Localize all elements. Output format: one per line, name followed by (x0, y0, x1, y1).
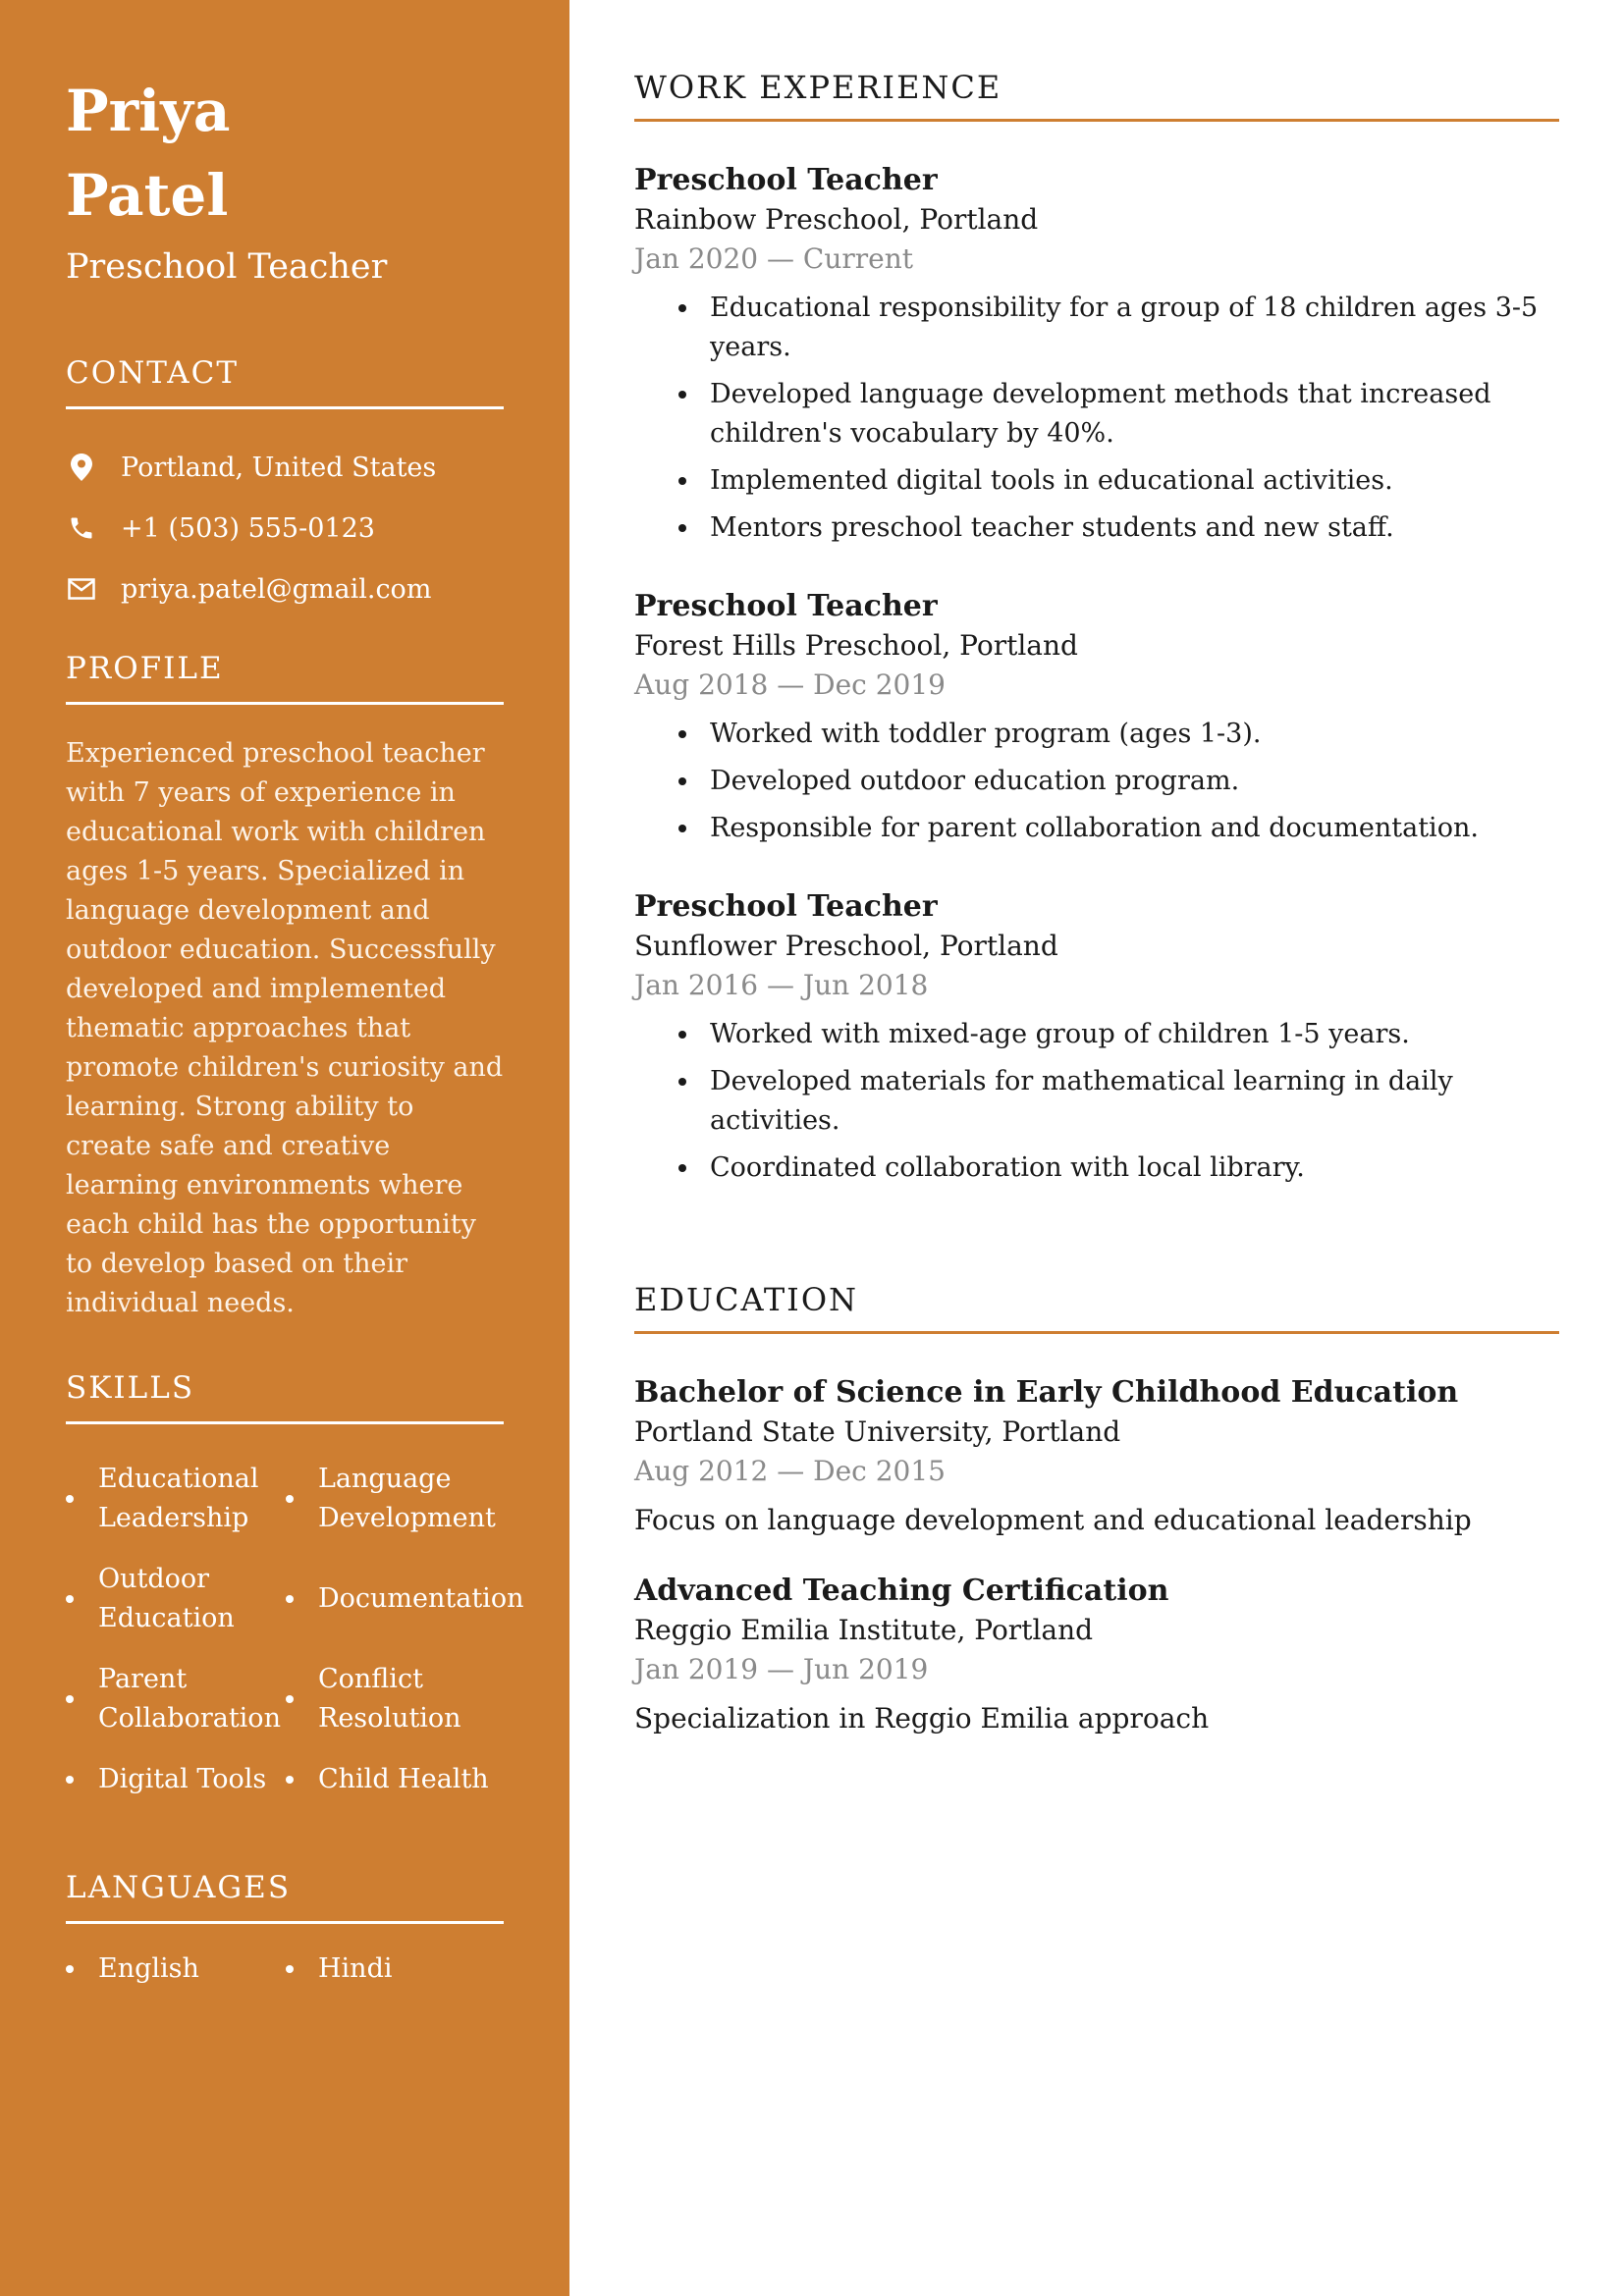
job-dates: Aug 2018 — Dec 2019 (634, 668, 946, 701)
skill-item: Parent Collaboration (66, 1660, 286, 1738)
bullet-dot (66, 1595, 74, 1603)
list-item: Mentors preschool teacher students and new staff. (678, 508, 1559, 548)
contact-section (66, 353, 504, 619)
work-heading: WORK EXPERIENCE (634, 64, 1559, 122)
job-dates: Jan 2020 — Current (634, 242, 913, 275)
profile-section (66, 649, 504, 1323)
skill-item: Documentation (286, 1560, 506, 1638)
list-item: Developed language development methods that increased children's vocabulary by 40%. (678, 375, 1559, 454)
list-item: Developed outdoor education program. (678, 762, 1559, 801)
list-item: Developed materials for mathematical learning in daily activities. (678, 1062, 1559, 1141)
education-section (634, 1276, 1559, 1738)
contact-email (66, 559, 504, 619)
education-description: Focus on language development and educational leadership (634, 1504, 1472, 1536)
education-dates: Aug 2012 — Dec 2015 (634, 1455, 946, 1487)
job-entry (634, 887, 1559, 1188)
skill-item: Conflict Resolution (286, 1660, 506, 1738)
skills-section (66, 1368, 524, 1799)
main-content (634, 64, 1559, 1738)
languages-heading: LANGUAGES (66, 1868, 504, 1924)
job-org: Sunflower Preschool, Portland (634, 930, 1058, 962)
list-item: Coordinated collaboration with local library. (678, 1148, 1559, 1188)
sidebar (0, 0, 569, 2296)
phone-icon (66, 512, 97, 544)
profile-heading: PROFILE (66, 649, 504, 705)
bullet-dot (66, 1695, 74, 1703)
last-name: Patel (66, 162, 229, 229)
job-title: Preschool Teacher (634, 889, 938, 924)
languages-section (66, 1868, 504, 1989)
skill-item: Language Development (286, 1460, 506, 1538)
mail-icon (66, 573, 97, 605)
job-title: Preschool Teacher (66, 247, 388, 287)
education-dates: Jan 2019 — Jun 2019 (634, 1653, 929, 1685)
job-dates: Jan 2016 — Jun 2018 (634, 969, 929, 1001)
bullet-dot (66, 1495, 74, 1503)
degree-title: Bachelor of Science in Early Childhood Education (634, 1375, 1459, 1410)
job-title: Preschool Teacher (634, 163, 938, 197)
skill-item: Digital Tools (66, 1760, 286, 1799)
bullet-dot (286, 1776, 294, 1784)
phone-text: +1 (503) 555-0123 (121, 512, 375, 544)
contact-location (66, 437, 504, 498)
education-entry (634, 1373, 1559, 1540)
job-org: Rainbow Preschool, Portland (634, 203, 1039, 236)
skills-heading: SKILLS (66, 1368, 504, 1424)
education-entry (634, 1572, 1559, 1738)
job-org: Forest Hills Preschool, Portland (634, 629, 1078, 662)
work-experience-section (634, 64, 1559, 1188)
job-bullets (634, 1015, 1559, 1188)
contact-heading: CONTACT (66, 353, 504, 409)
job-entry (634, 587, 1559, 848)
school-name: Portland State University, Portland (634, 1415, 1121, 1448)
job-bullets (634, 715, 1559, 848)
list-item: Educational responsibility for a group of 18 children ages 3-5 years. (678, 289, 1559, 367)
profile-text: Experienced preschool teacher with 7 years of experience in educational work with children ages 1-5 years. Specialized in language development and outdoor education. Successfully developed and implemented thematic approaches that promote children's curiosity and learning. Strong ability to create safe and creative learning environments where each child has the opportunity to develop based on their individual needs. (66, 738, 504, 1318)
language-item: Hindi (286, 1949, 506, 1989)
list-item: Responsible for parent collaboration and documentation. (678, 809, 1559, 848)
location-text: Portland, United States (121, 452, 437, 483)
bullet-dot (286, 1695, 294, 1703)
list-item: Worked with mixed-age group of children 1-5 years. (678, 1015, 1559, 1054)
contact-phone (66, 498, 504, 559)
skill-item: Educational Leadership (66, 1460, 286, 1538)
email-text[interactable]: priya.patel@gmail.com (121, 573, 432, 605)
education-description: Specialization in Reggio Emilia approach (634, 1702, 1210, 1735)
bullet-dot (66, 1965, 74, 1973)
bullet-dot (286, 1965, 294, 1973)
list-item: Implemented digital tools in educational activities. (678, 461, 1559, 501)
bullet-dot (66, 1776, 74, 1784)
skill-item: Outdoor Education (66, 1560, 286, 1638)
list-item: Worked with toddler program (ages 1-3). (678, 715, 1559, 754)
job-bullets (634, 289, 1559, 548)
degree-title: Advanced Teaching Certification (634, 1574, 1169, 1608)
first-name: Priya (66, 78, 231, 144)
school-name: Reggio Emilia Institute, Portland (634, 1614, 1094, 1646)
education-heading: EDUCATION (634, 1276, 1559, 1334)
job-title: Preschool Teacher (634, 589, 938, 623)
skill-item: Child Health (286, 1760, 506, 1799)
bullet-dot (286, 1495, 294, 1503)
bullet-dot (286, 1595, 294, 1603)
job-entry (634, 161, 1559, 548)
language-item: English (66, 1949, 286, 1989)
location-pin-icon (66, 452, 97, 483)
